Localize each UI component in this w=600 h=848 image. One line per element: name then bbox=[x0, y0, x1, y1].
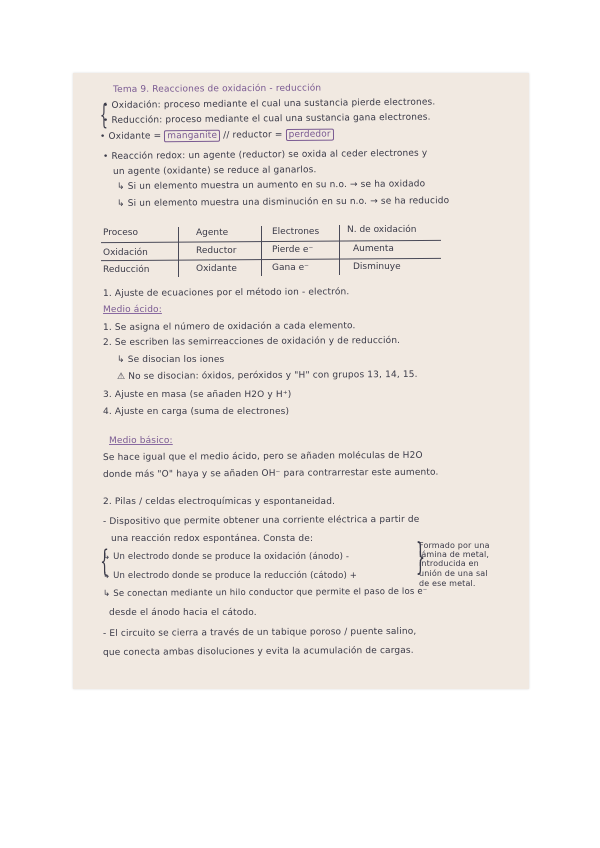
table-cell: Oxidación bbox=[103, 248, 148, 258]
redox-definition-1: • Reacción redox: un agente (reductor) se oxida al ceder electrones y bbox=[102, 148, 428, 162]
increase-rule: ↳ Si un elemento muestra un aumento en su n.o. → se ha oxidado bbox=[116, 179, 426, 192]
reduccion-definition: • Reducción: proceso mediante el cual una sustancia gana electrones. bbox=[102, 112, 431, 126]
reductor-label: // reductor = bbox=[223, 130, 283, 141]
reductor-mnemonic-box: perdedor bbox=[286, 129, 334, 142]
table-cell: Pierde e⁻ bbox=[272, 245, 314, 255]
table-cell: Reducción bbox=[103, 265, 150, 275]
electrode-note: lámina de metal, bbox=[419, 550, 490, 559]
medio-acido-heading: Medio ácido: bbox=[103, 305, 162, 315]
section-1-heading: 1. Ajuste de ecuaciones por el método ion - electrón. bbox=[102, 287, 350, 299]
pila-definition-1: - Dispositivo que permite obtener una corriente eléctrica a partir de bbox=[102, 514, 420, 527]
section-2-heading: 2. Pilas / celdas electroquímicas y espontaneidad. bbox=[103, 497, 336, 507]
table-header-electrones: Electrones bbox=[272, 227, 320, 237]
electrode-note: unión de una sal bbox=[419, 569, 488, 578]
table-header-agente: Agente bbox=[196, 228, 229, 238]
pila-definition-2: una reacción redox espontánea. Consta de: bbox=[111, 534, 314, 544]
oxidante-mnemonic-box: manganite bbox=[164, 130, 220, 143]
redox-definition-2: un agente (oxidante) se reduce al ganarlos. bbox=[112, 165, 317, 177]
electrode-side-brace: } bbox=[415, 537, 426, 578]
electrode-note: introducida en bbox=[419, 559, 479, 568]
table-cell: Oxidante bbox=[196, 264, 237, 274]
table-rule bbox=[178, 227, 179, 277]
circuit-line-1: - El circuito se cierra a través de un tabique poroso / puente salino, bbox=[102, 626, 417, 639]
medio-basico-heading: Medio básico: bbox=[109, 436, 173, 446]
step-2: 2. Se escriben las semirreacciones de oxidación y de reducción. bbox=[102, 335, 401, 348]
decrease-rule: ↳ Si un elemento muestra una disminución en su n.o. → se ha reducido bbox=[116, 196, 450, 209]
conductor-line-2: desde el ánodo hacia el cátodo. bbox=[109, 608, 257, 618]
step-1: 1. Se asigna el número de oxidación a cada elemento. bbox=[102, 321, 356, 333]
table-cell: Aumenta bbox=[353, 244, 394, 254]
anode-line: ↳ Un electrodo donde se produce la oxidación (ánodo) - bbox=[103, 552, 350, 562]
conductor-line-1: ↳ Se conectan mediante un hilo conductor que permite el paso de los e⁻ bbox=[102, 586, 428, 599]
page-title: Tema 9. Reacciones de oxidación - reducción bbox=[112, 83, 322, 95]
table-rule bbox=[101, 240, 441, 243]
oxidante-reductor-line bbox=[100, 131, 334, 142]
table-rule bbox=[261, 226, 262, 276]
cathode-line: ↳ Un electrodo donde se produce la reducción (cátodo) + bbox=[103, 571, 358, 581]
basico-line-1: Se hace igual que el medio ácido, pero se añaden moléculas de H2O bbox=[102, 450, 423, 463]
step-2b: ⚠ No se disocian: óxidos, peróxidos y "H" con grupos 13, 14, 15. bbox=[116, 369, 418, 382]
table-rule bbox=[339, 225, 340, 275]
electrode-note: Formado por una bbox=[419, 541, 490, 550]
basico-line-2: donde más "O" haya y se añaden OH⁻ para contrarrestar este aumento. bbox=[102, 467, 439, 480]
step-2a: ↳ Se disocian los iones bbox=[117, 355, 225, 365]
electrode-note: de ese metal. bbox=[419, 579, 476, 588]
table-rule bbox=[101, 258, 441, 261]
step-4: 4. Ajuste en carga (suma de electrones) bbox=[103, 407, 290, 417]
intro-bracket: { bbox=[99, 98, 108, 131]
table-header-no: N. de oxidación bbox=[347, 225, 417, 235]
oxidacion-definition: • Oxidación: proceso mediante el cual una sustancia pierde electrones. bbox=[102, 97, 436, 111]
notebook-page bbox=[73, 73, 529, 689]
table-header-proceso: Proceso bbox=[103, 228, 138, 238]
step-3: 3. Ajuste en masa (se añaden H2O y H⁺) bbox=[103, 390, 292, 400]
circuit-line-2: que conecta ambas disoluciones y evita la acumulación de cargas. bbox=[102, 645, 414, 658]
table-cell: Reductor bbox=[196, 246, 237, 256]
table-cell: Gana e⁻ bbox=[272, 263, 309, 273]
oxidante-label: • Oxidante = bbox=[99, 131, 162, 142]
electrode-bracket: { bbox=[100, 544, 109, 579]
table-cell: Disminuye bbox=[353, 262, 401, 272]
